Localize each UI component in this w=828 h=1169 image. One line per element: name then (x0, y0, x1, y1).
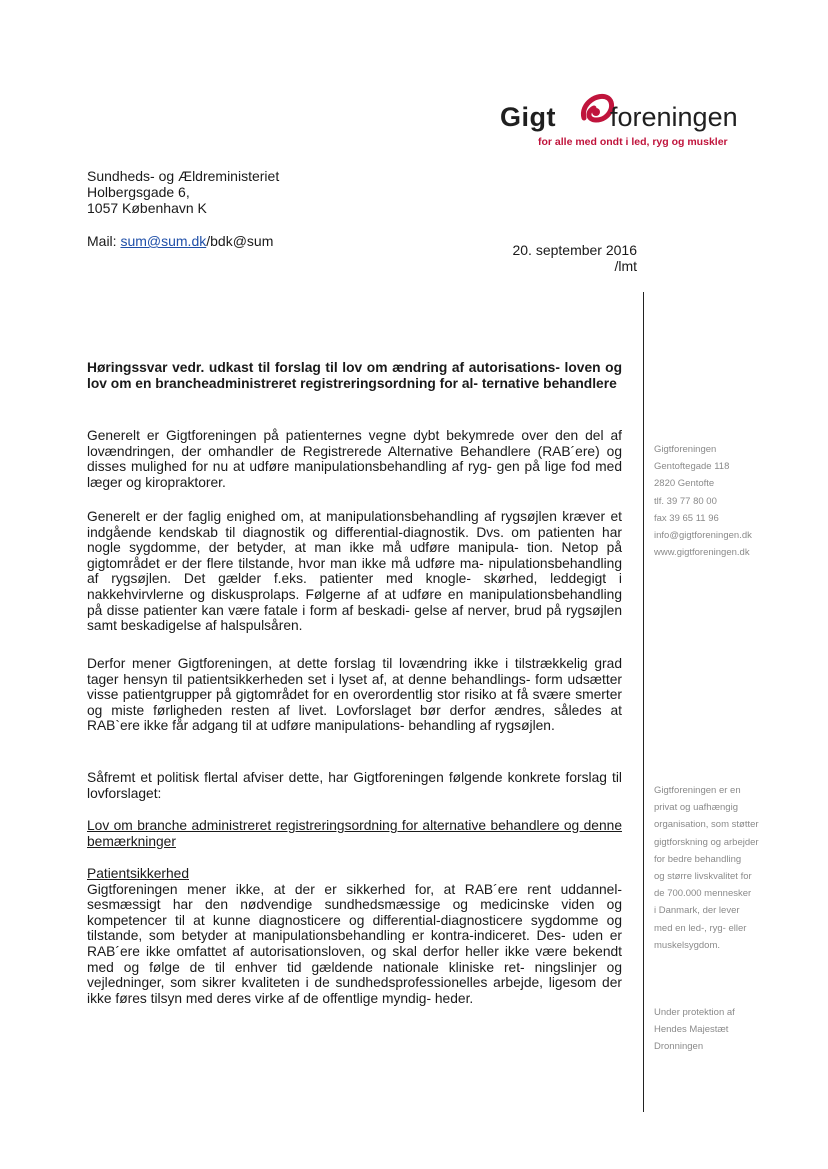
margin-divider (643, 292, 644, 1112)
letter-title: Høringssvar vedr. udkast til forslag til lov om ændring af autorisations- loven og lov om en brancheadministreret registreringsordning for al- ternative behandlere (87, 360, 622, 391)
recipient-address (87, 168, 279, 216)
sidebar-about (654, 782, 759, 954)
about-line: muskelsygdom. (654, 939, 720, 951)
contact-line: tlf. 39 77 80 00 (654, 495, 717, 507)
about-line: for bedre behandling (654, 853, 742, 865)
about-line: i Danmark, der lever (654, 905, 740, 917)
logo-word-gigt: Gigt (500, 102, 556, 132)
sidebar-contact (654, 441, 752, 561)
paragraph: Såfremt et politisk flertal afviser dette, har Gigtforeningen følgende konkrete forslag til lovforslaget: (87, 770, 622, 801)
logo-tagline: for alle med ondt i led, ryg og muskler (538, 136, 728, 148)
patron-line: Dronningen (654, 1041, 704, 1053)
patient-safety-section (87, 866, 622, 1006)
section-heading-law: Lov om branche administreret registreringsordning for alternative behandlere og denne bemærkninger (87, 818, 622, 849)
paragraph: Generelt er der faglig enighed om, at manipulationsbehandling af rygsøjlen kræver et indgående kendskab til diagnostik og differential-diagnostik. Dvs. om patienten har nogle sygdomme, der betyder, at man ikke må udføre manipula- tion. Netop på gigtområdet er der flere tilstande, hvor man ikke må udføre ma- nipulationsbehandling af rygsøjlen. Det gælder f.eks. patienter med knogle- skørhed, leddegigt i nakkehvirvlerne og diskusprolaps. Følgerne af at udføre en manipulationsbehandling på disse patienter kan være fatale i form af beskadi- gelse af nerver, brud på rygsøjlen samt beskadigelse af halspulsåren. (87, 509, 622, 634)
about-line: gigtforskning og arbejder (654, 836, 759, 848)
contact-line: fax 39 65 11 96 (654, 512, 719, 524)
contact-line: www.gigtforeningen.dk (654, 547, 750, 559)
about-line: Gigtforeningen er en (654, 785, 741, 796)
patron-line: Under protektion af (654, 1007, 735, 1018)
about-line: med en led-, ryg- eller (654, 922, 747, 934)
letter-date (500, 242, 637, 274)
contact-line: Gigtforeningen (654, 444, 717, 455)
mail-label: Mail: (87, 233, 117, 249)
about-line: organisation, som støtter (654, 819, 759, 831)
paragraph: Gigtforeningen mener ikke, at der er sikkerhed for, at RAB´ere rent uddannel- sesmæssigt har den nødvendige sundhedsmæssige og medicinske viden og kompetencer til at kunne diagnosticere og differential-diagnosticere sygdomme og tilstande, som betyder at manipulationsbehandling er kontra-indiceret. Des- uden er RAB´ere ikke omfattet af autorisationsloven, og skal derfor heller ikke være bekendt med og følge de til enhver tid gældende nationale kliniske ret- ningslinjer og vejledninger, som sikrer kvaliteten i de sundhedsprofessionelles arbejde, ligesom der ikke føres tilsyn med deres virke af de offentlige myndig- heder. (87, 881, 622, 1006)
mail-link[interactable]: sum@sum.dk (120, 233, 207, 249)
date-text: 20. september 2016 (512, 242, 637, 258)
about-line: og større livskvalitet for (654, 871, 752, 883)
recipient-line: Sundheds- og Ældreministeriet (87, 168, 280, 184)
contact-line: 2820 Gentofte (654, 478, 715, 490)
mail-rest: /bdk@sum (206, 233, 274, 249)
gigtforeningen-logo (500, 90, 770, 150)
contact-line: Gentoftegade 118 (654, 461, 730, 473)
logo-word-foreningen: foreningen (610, 102, 738, 132)
paragraph: Generelt er Gigtforeningen på patienternes vegne dybt bekymrede over den del af lovændringen, der omhandler de Registrerede Alternative Behandlere (RAB´ere) og disses mulighed for nu at udføre manipulationsbehandling af ryg- gen på lige fod med læger og kiropraktorer. (87, 428, 622, 490)
paragraph: Derfor mener Gigtforeningen, at dette forslag til lovændring ikke i tilstrækkelig grad tager hensyn til patientsikkerheden set i lyset af, at denne behandlings- form udsætter visse patientgrupper på gigtområdet for en overordentlig stor risiko at få svære smerter og miste førligheden resten af livet. Lovforslaget bør derfor ændres, således at RAB`ere ikke får adgang til at udføre manipulations- behandling af rygsøjlen. (87, 656, 622, 734)
about-line: privat og uafhængig (654, 802, 738, 814)
contact-line: info@gigtforeningen.dk (654, 530, 752, 542)
about-line: de 700.000 mennesker (654, 888, 752, 900)
sidebar-patron (654, 1004, 735, 1056)
mail-line (87, 233, 273, 249)
recipient-line: Holbergsgade 6, (87, 184, 190, 200)
patron-line: Hendes Majestæt (654, 1024, 729, 1036)
section-heading-patient-safety: Patientsikkerhed (87, 866, 190, 881)
recipient-line: 1057 København K (87, 200, 207, 216)
reference-initials: /lmt (614, 258, 637, 274)
